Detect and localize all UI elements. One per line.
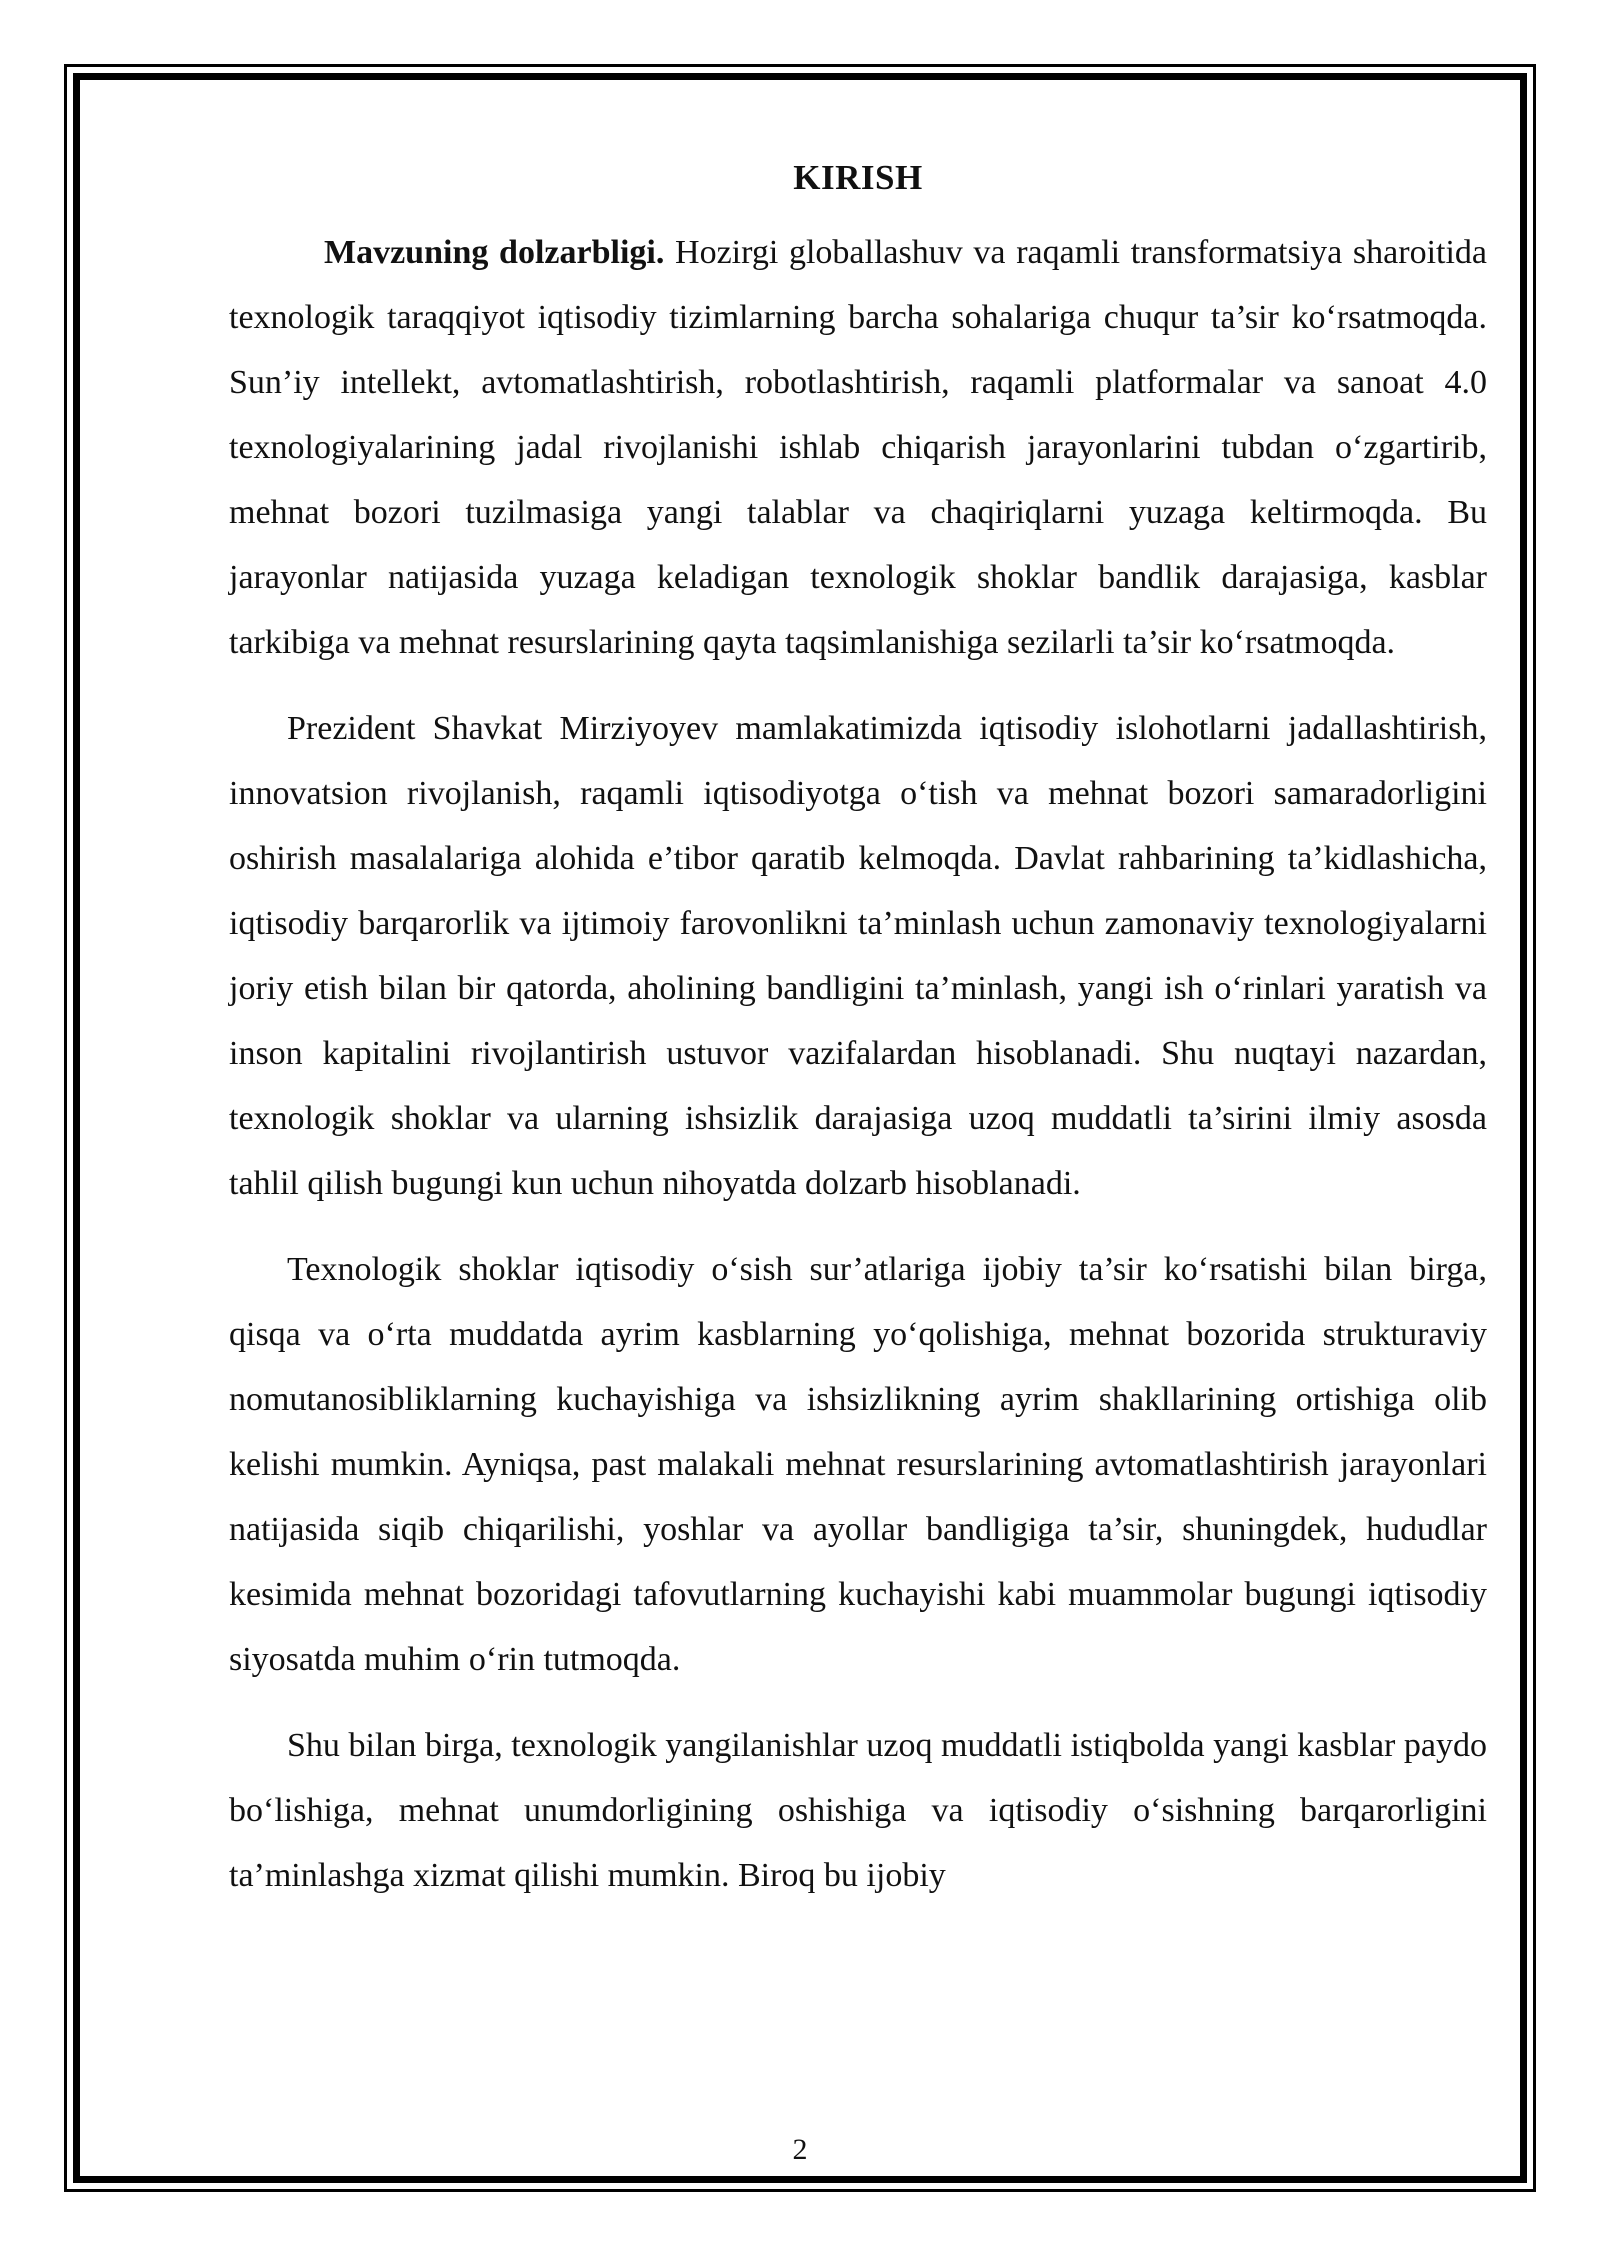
paragraph-text: Prezident Shavkat Mirziyoyev mamlakatimizda iqtisodiy islohotlarni jadallashtirish, innovatsion rivojlanish, raqamli iqtisodiyotga o‘tish va mehnat bozori samaradorligini oshirish masalalariga alohida e’tibor qaratib kelmoqda. Davlat rahbarining ta’kidlashicha, iqtisodiy barqarorlik va ijtimoiy farovonlikni ta’minlash uchun zamonaviy texnologiyalarni joriy etish bilan bir qatorda, aholining bandligini ta’minlash, yangi ish o‘rinlari yaratish va inson kapitalini rivojlantirish ustuvor vazifalardan hisoblanadi. Shu nuqtayi nazardan, texnologik shoklar va ularning ishsizlik darajasiga uzoq muddatli ta’sirini ilmiy asosda tahlil qilish bugungi kun uchun nihoyatda dolzarb hisoblanadi. (229, 710, 1487, 1202)
paragraph-long-term (229, 1713, 1487, 1908)
section-heading: KIRISH (793, 158, 923, 197)
paragraph-text: Hozirgi globallashuv va raqamli transformatsiya sharoitida texnologik taraqqiyot iqtisodiy tizimlarning barcha sohalariga chuqur ta’sir ko‘rsatmoqda. Sun’iy intellekt, avtomatlashtirish, robotlashtirish, raqamli platformalar va sanoat 4.0 texnologiyalarining jadal rivojlanishi ishlab chiqarish jarayonlarini tubdan o‘zgartirib, mehnat bozori tuzilmasiga yangi talablar va chaqiriqlarni yuzaga keltirmoqda. Bu jarayonlar natijasida yuzaga keladigan texnologik shoklar bandlik darajasiga, kasblar tarkibiga va mehnat resurslarining qayta taqsimlanishiga sezilarli ta’sir ko‘rsatmoqda. (229, 234, 1488, 661)
paragraph-relevance (229, 220, 1487, 675)
paragraph-text: Texnologik shoklar iqtisodiy o‘sish sur’atlariga ijobiy ta’sir ko‘rsatishi bilan birga, qisqa va o‘rta muddatda ayrim kasblarning yo‘qolishiga, mehnat bozorida strukturaviy nomutanosibliklarning kuchayishiga va ishsizlikning ayrim shakllarining ortishiga olib kelishi mumkin. Ayniqsa, past malakali mehnat resurslarining avtomatlashtirish jarayonlari natijasida siqib chiqarilishi, yoshlar va ayollar bandligiga ta’sir, shuningdek, hududlar kesimida mehnat bozoridagi tafovutlarning kuchayishi kabi muammolar bugungi iqtisodiy siyosatda muhim o‘rin tutmoqda. (229, 1251, 1487, 1678)
paragraph-president (229, 696, 1487, 1216)
paragraph-lead: Mavzuning dolzarbligi. (324, 234, 665, 271)
paragraph-tech-shocks (229, 1237, 1487, 1692)
document-body (229, 148, 1487, 1908)
paragraph-text: Shu bilan birga, texnologik yangilanishlar uzoq muddatli istiqbolda yangi kasblar paydo bo‘lishiga, mehnat unumdorligining oshishiga va iqtisodiy o‘sishning barqarorligini ta’minlashga xizmat qilishi mumkin. Biroq bu ijobiy (229, 1727, 1487, 1894)
page-number: 2 (792, 2133, 808, 2166)
